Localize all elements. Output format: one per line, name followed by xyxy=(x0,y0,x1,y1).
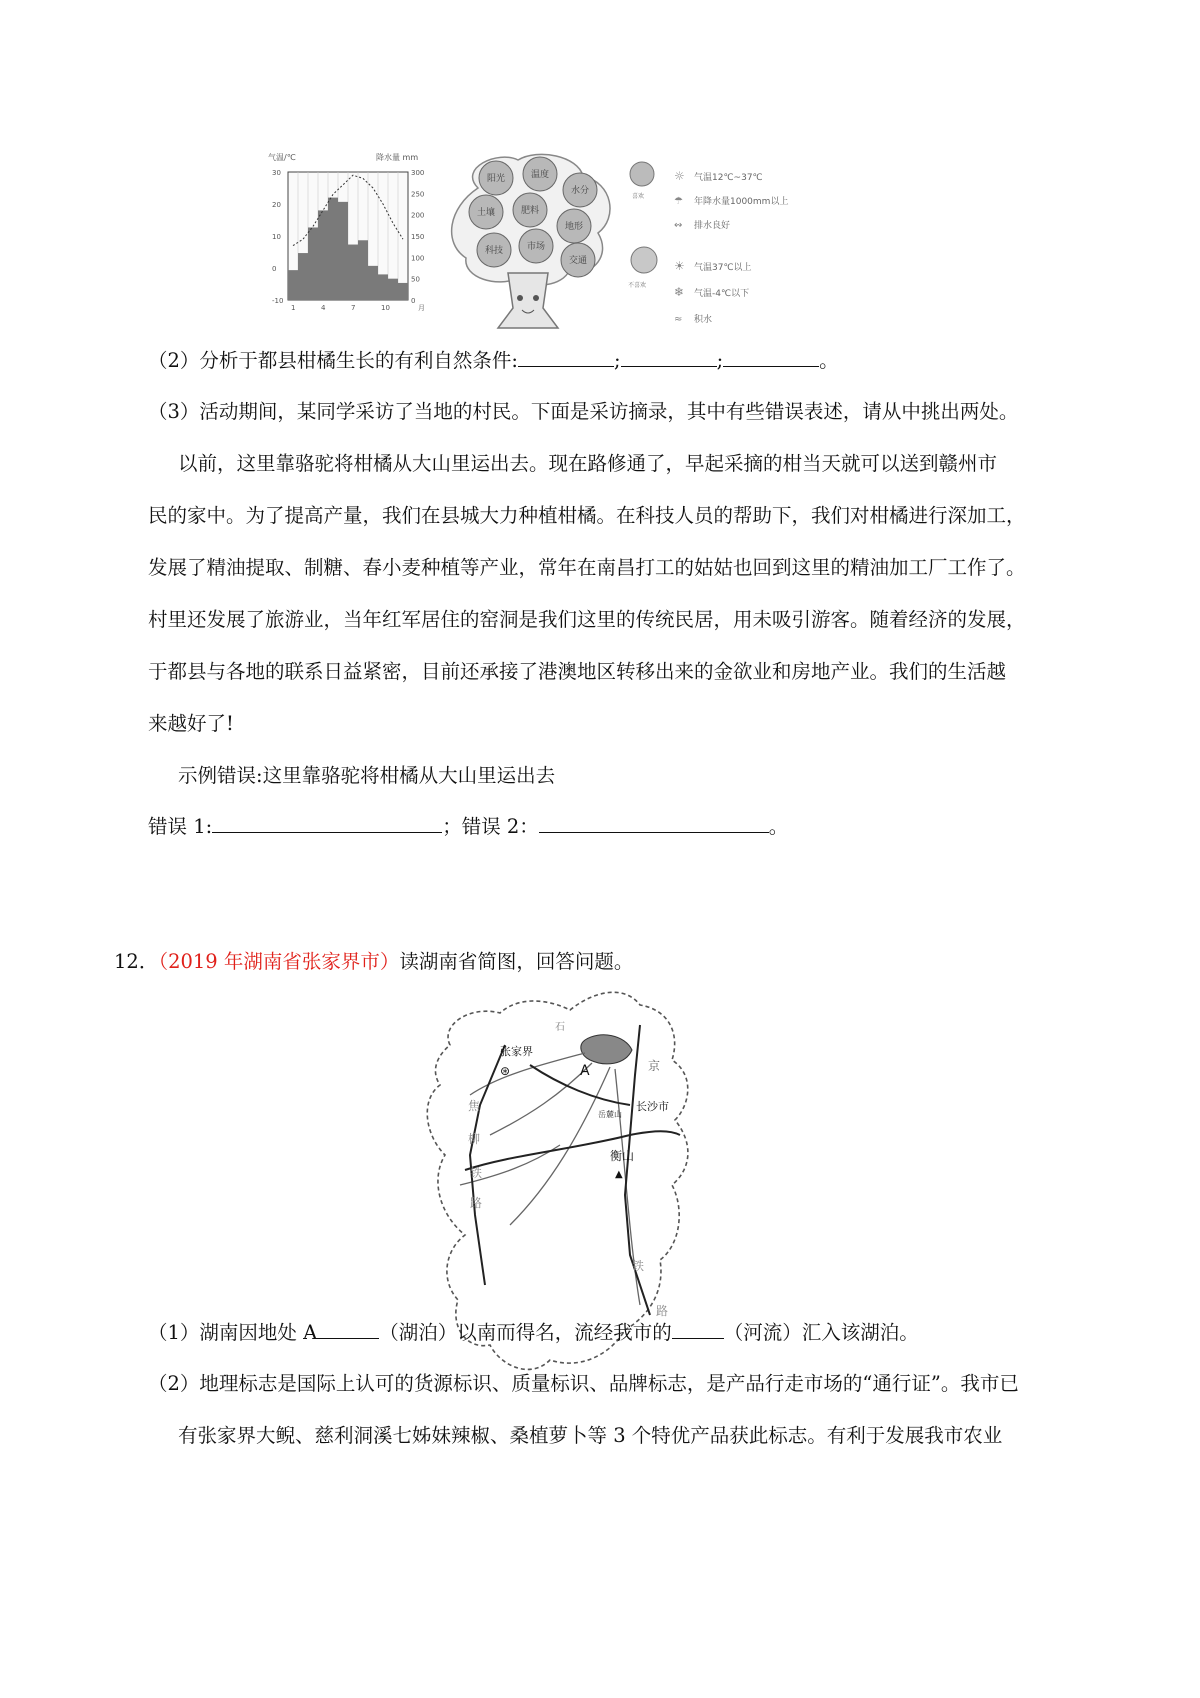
precip-tick-label: 0 xyxy=(411,297,416,305)
precip-bar-month-3 xyxy=(308,227,318,300)
precip-bar-month-1 xyxy=(288,270,298,300)
orange-sad-icon xyxy=(631,247,657,273)
q12-1-text-a: 湖南因地处 A xyxy=(199,1321,318,1344)
tree-eye-left xyxy=(517,295,523,301)
answer-blank[interactable] xyxy=(518,346,614,367)
hot-sun-icon: ☀ xyxy=(674,259,685,273)
tree-fruits xyxy=(469,157,597,277)
river xyxy=(510,1067,610,1225)
temp-tick-label: -10 xyxy=(272,297,284,305)
label-yuelushan: 岳麓山 xyxy=(598,1110,622,1119)
precip-tick-label: 250 xyxy=(411,190,425,199)
sun-icon: ☼ xyxy=(674,169,685,183)
label-liu: 柳 xyxy=(468,1132,481,1146)
q12-2-line2: 有张家界大鲵、慈利洞溪七姊妹辣椒、桑植萝卜等 3 个特优产品获此标志。有利于发展我市农业 xyxy=(178,1424,1003,1447)
water-icon: ≈ xyxy=(674,314,683,325)
passage-line: 于都县与各地的联系日益紧密，目前还承接了港澳地区转移出来的金欲业和房地产业。我们的生活越 xyxy=(148,660,1007,683)
question-3 xyxy=(148,398,1018,426)
precip-bar-month-6 xyxy=(338,202,348,300)
month-tick-label: 10 xyxy=(381,304,390,312)
answer-blank[interactable] xyxy=(723,346,819,367)
precip-bar-month-7 xyxy=(348,245,358,300)
q12-source: （2019 年湖南省张家界市） xyxy=(158,950,400,973)
label-lu-east: 路 xyxy=(656,1304,669,1318)
q12-2-line1: 地理标志是国际上认可的货源标识、质量标识、品牌标志，是产品行走市场的“通行证”。我市已 xyxy=(199,1372,1019,1395)
label-jiao: 焦 xyxy=(468,1099,481,1113)
legend-good-item: 年降水量1000mm以上 xyxy=(694,197,789,207)
precip-bar-month-10 xyxy=(378,274,388,300)
fruit-label: 温度 xyxy=(531,170,550,180)
fruit-label: 地形 xyxy=(565,222,584,232)
q2-label: （2） xyxy=(148,349,200,372)
passage-line: 发展了精油提取、制糖、春小麦种植等产业，常年在南昌打工的姑姑也回到这里的精油加工厂工作了。 xyxy=(148,556,1026,579)
precip-bar-month-5 xyxy=(328,198,338,300)
question-2 xyxy=(148,346,839,375)
precip-tick-label: 50 xyxy=(411,275,420,284)
label-A: A xyxy=(580,1063,590,1079)
fruit-label: 科技 xyxy=(485,246,504,256)
chart-right-axis-label: 降水量 mm xyxy=(376,153,419,162)
tree-figure xyxy=(438,148,618,333)
legend-good-label: 喜欢 xyxy=(632,193,645,200)
errors-answer-line xyxy=(148,812,788,841)
question-12-2 xyxy=(148,1370,1019,1398)
temp-tick-label: 30 xyxy=(272,169,281,177)
chart-x-ticks xyxy=(291,304,425,312)
error-1-blank[interactable] xyxy=(212,812,442,833)
legend-figure xyxy=(622,152,822,332)
legend-bad-item: 气温37℃以上 xyxy=(694,263,752,273)
precip-bar-month-11 xyxy=(388,279,398,300)
month-tick-label: 4 xyxy=(321,304,326,312)
passage-line: 民的家中。为了提高产量，我们在县城大力种植柑橘。在科技人员的帮助下，我们对柑橘进行深加工， xyxy=(148,504,1026,527)
q12-2-label: （2） xyxy=(148,1372,200,1395)
drain-icon: ↭ xyxy=(674,220,683,231)
precip-tick-label: 200 xyxy=(411,211,425,220)
precip-tick-label: 150 xyxy=(411,233,425,241)
railway-jiaoliu xyxy=(470,1045,505,1285)
precip-bar-month-9 xyxy=(368,266,378,300)
lake-blank[interactable] xyxy=(317,1318,379,1339)
label-tie-west: 铁 xyxy=(470,1166,483,1180)
q2-sep: ; xyxy=(716,349,724,372)
month-tick-label: 1 xyxy=(291,304,296,312)
temp-tick-label: 10 xyxy=(272,233,281,241)
railway-east-west xyxy=(465,1131,680,1170)
passage-line: 以前，这里靠骆驼将柑橘从大山里运出去。现在路修通了，早起采摘的柑当天就可以送到赣州市 xyxy=(178,452,998,475)
question-12-1 xyxy=(148,1318,919,1347)
precip-bar-month-8 xyxy=(358,240,368,300)
q2-sep: ; xyxy=(614,349,621,372)
label-jing: 京 xyxy=(648,1059,661,1073)
precip-bar-month-12 xyxy=(398,283,408,300)
precip-tick-label: 100 xyxy=(411,254,425,263)
fruit-label: 阳光 xyxy=(487,174,506,184)
legend-good-item: 排水良好 xyxy=(694,221,731,231)
cold-icon: ❄ xyxy=(674,285,685,299)
legend-bad-item: 气温-4℃以下 xyxy=(694,289,750,299)
precip-bar-month-4 xyxy=(318,210,328,300)
tree-eye-right xyxy=(533,295,539,301)
temp-tick-label: 0 xyxy=(272,265,277,273)
q2-end: 。 xyxy=(819,349,839,372)
month-tick-label: 7 xyxy=(351,304,356,312)
precip-tick-label: 300 xyxy=(411,169,425,177)
legend-good-item: 气温12℃~37℃ xyxy=(694,173,763,183)
passage-line: 村里还发展了旅游业，当年红军居住的窑洞是我们这里的传统民居，用未吸引游客。随着经济的发展， xyxy=(148,608,1026,631)
month-unit-label: 月 xyxy=(418,304,425,312)
q3-label: （3） xyxy=(148,400,200,423)
fruit-label: 肥料 xyxy=(521,206,540,216)
fruit-label: 交通 xyxy=(569,256,588,266)
mountain-icon: ▲ xyxy=(615,1169,623,1180)
q12-text: 读湖南省简图，回答问题。 xyxy=(399,950,634,973)
label-zhangjiajie: 张家界 xyxy=(500,1045,533,1058)
legend-bad-item: 积水 xyxy=(694,315,713,325)
q3-text: 活动期间，某同学采访了当地的村民。下面是采访摘录，其中有些错误表述，请从中挑出两处。 xyxy=(199,400,1019,423)
question-12 xyxy=(114,948,633,976)
q12-1-label: （1） xyxy=(148,1321,200,1344)
errors-end: 。 xyxy=(768,815,789,838)
orange-happy-icon xyxy=(630,162,654,186)
label-lu-west: 路 xyxy=(470,1196,483,1210)
rain-icon: ☂ xyxy=(674,196,683,207)
label-changsha: 长沙市 xyxy=(636,1100,669,1113)
label-hengshan: 衡山 xyxy=(610,1149,635,1163)
precip-bar-month-2 xyxy=(298,253,308,300)
lake-dongting xyxy=(581,1035,632,1064)
passage-line: 来越好了! xyxy=(148,712,234,735)
fruit-label: 水分 xyxy=(571,186,590,196)
chart-left-axis-label: 气温/℃ xyxy=(268,153,296,162)
label-shi: 石 xyxy=(555,1022,565,1033)
legend-bad-label: 不喜欢 xyxy=(628,282,647,289)
answer-blank[interactable] xyxy=(621,346,717,367)
example-error: 示例错误:这里靠骆驼将柑橘从大山里运出去 xyxy=(178,764,556,787)
rivers xyxy=(460,1053,640,1305)
label-tie-east: 铁 xyxy=(632,1259,645,1273)
river-blank[interactable] xyxy=(672,1318,724,1339)
fruit-label: 市场 xyxy=(527,242,546,252)
city-marker: ⊛ xyxy=(500,1064,511,1078)
q12-1-text-c: （河流）汇入该湖泊。 xyxy=(723,1321,919,1344)
error-2-label: ；错误 2： xyxy=(442,815,539,838)
climate-chart xyxy=(268,150,438,320)
q2-text: 分析于都县柑橘生长的有利自然条件: xyxy=(199,349,518,372)
error-2-blank[interactable] xyxy=(539,812,769,833)
q12-1-text-b: （湖泊）以南而得名，流经我市的 xyxy=(379,1321,672,1344)
temp-tick-label: 20 xyxy=(272,201,281,209)
error-1-label: 错误 1: xyxy=(148,815,213,838)
q12-number: 12． xyxy=(114,950,159,973)
fruit-label: 土壤 xyxy=(477,208,496,218)
